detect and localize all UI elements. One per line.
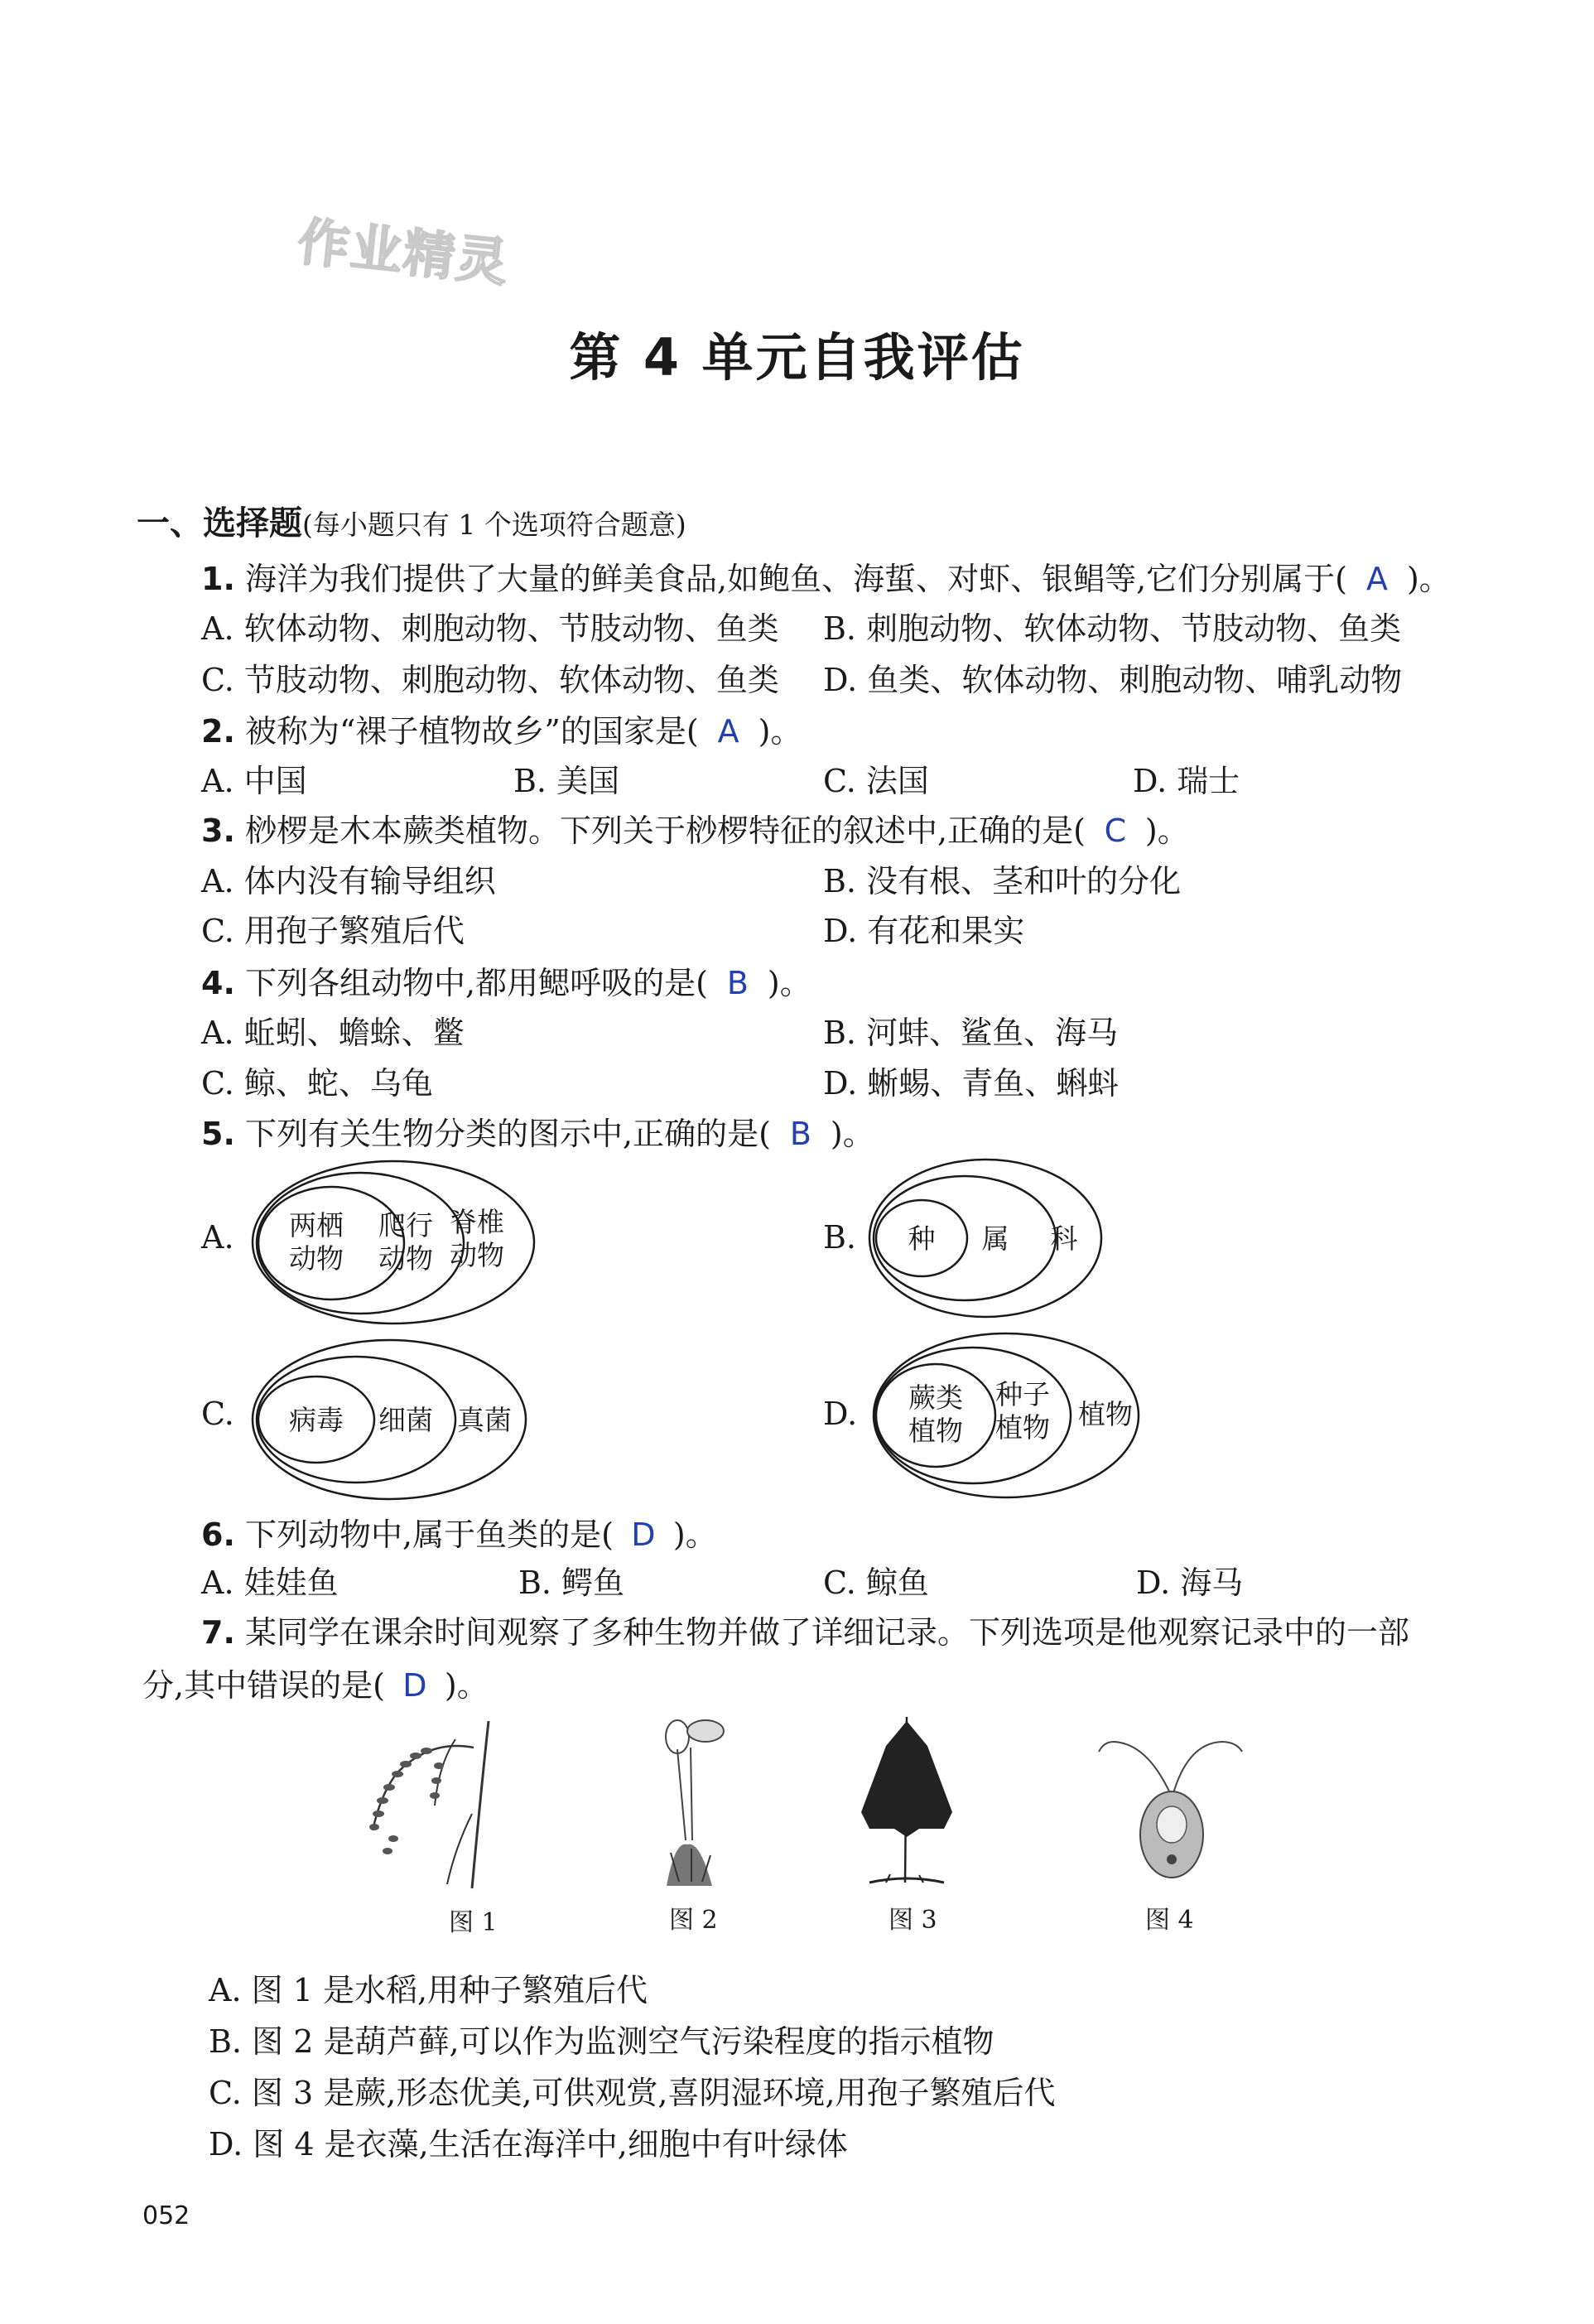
q1-option-b: B. 刺胞动物、软体动物、节肢动物、鱼类: [823, 610, 1402, 647]
question-7-line-2: 分,其中错误的是( D )。: [142, 1667, 489, 1704]
answer-3: C: [1104, 812, 1127, 849]
figure-1-label: 图 1: [449, 1908, 498, 1937]
q7-option-c: C. 图 3 是蕨,形态优美,可供观赏,喜阴湿环境,用孢子繁殖后代: [209, 2075, 1056, 2111]
question-7: [201, 1607, 1409, 1652]
q3-option-c: C. 用孢子繁殖后代: [201, 913, 465, 949]
q3-option-d: D. 有花和果实: [823, 913, 1025, 949]
inner-label: 病毒: [289, 1404, 344, 1436]
q4-option-a: A. 蚯蚓、蟾蜍、鳖: [201, 1015, 465, 1051]
question-number: 6.: [201, 1516, 235, 1553]
inner-label-1: 两栖: [289, 1209, 344, 1242]
outer-label: 科: [1050, 1222, 1078, 1255]
question-text: 海洋为我们提供了大量的鲜美食品,如鲍鱼、海蜇、对虾、银鲳等,它们分别属于(: [244, 561, 1347, 597]
outer-label: 植物: [1078, 1398, 1133, 1430]
middle-label-1: 爬行: [378, 1209, 433, 1242]
q2-option-d: D. 瑞士: [1133, 763, 1240, 799]
middle-label: 属: [981, 1222, 1009, 1255]
question-text: 桫椤是木本蕨类植物。下列关于桫椤特征的叙述中,正确的是(: [244, 812, 1086, 849]
section-heading-text: 一、选择题: [137, 504, 302, 542]
watermark-logo: 作业精灵: [295, 210, 513, 294]
question-number: 1.: [201, 561, 235, 597]
q7-option-a: A. 图 1 是水稻,用种子繁殖后代: [209, 1972, 648, 2008]
question-text: 下列各组动物中,都用鳃呼吸的是(: [244, 965, 708, 1001]
question-3: 3. 桫椤是木本蕨类植物。下列关于桫椤特征的叙述中,正确的是( C )。: [201, 812, 1189, 849]
question-6: 6. 下列动物中,属于鱼类的是( D )。: [201, 1516, 717, 1553]
figure-3-label: 图 3: [888, 1906, 937, 1935]
question-4: 4. 下列各组动物中,都用鳃呼吸的是( B )。: [201, 965, 811, 1001]
figure-2-label: 图 2: [669, 1906, 718, 1935]
q1-option-d: D. 鱼类、软体动物、刺胞动物、哺乳动物: [823, 662, 1403, 698]
question-5: 5. 下列有关生物分类的图示中,正确的是( B )。: [201, 1116, 874, 1152]
question-text: 某同学在课余时间观察了多种生物并做了详细记录。下列选项是他观察记录中的一部: [244, 1614, 1409, 1651]
answer-5: B: [789, 1116, 811, 1152]
q6-option-a: A. 娃娃鱼: [201, 1565, 339, 1601]
figure-4-label: 图 4: [1145, 1906, 1194, 1935]
q5-diagram-a-label: A.: [201, 1219, 234, 1256]
q6-option-b: B. 鳄鱼: [518, 1565, 625, 1601]
q5-diagram-b-label: B.: [823, 1219, 857, 1256]
q4-option-d: D. 蜥蜴、青鱼、蝌蚪: [823, 1065, 1120, 1102]
answer-4: B: [726, 965, 749, 1001]
question-number: 4.: [201, 965, 235, 1001]
answer-1: A: [1365, 561, 1388, 597]
answer-6: D: [631, 1516, 656, 1553]
outer-label: 真菌: [457, 1404, 512, 1436]
q7-option-b: B. 图 2 是葫芦藓,可以作为监测空气污染程度的指示植物: [209, 2023, 994, 2060]
middle-ellipse: [874, 1176, 1056, 1300]
q6-option-c: C. 鲸鱼: [823, 1565, 929, 1601]
question-number: 2.: [201, 713, 235, 750]
question-text: 被称为“裸子植物故乡”的国家是(: [244, 713, 699, 750]
middle-label-2: 动物: [378, 1242, 433, 1275]
middle-label-2: 植物: [995, 1411, 1050, 1444]
middle-label: 细菌: [378, 1404, 433, 1436]
question-number: 7.: [201, 1614, 235, 1651]
inner-label-2: 动物: [289, 1242, 344, 1275]
q3-option-b: B. 没有根、茎和叶的分化: [823, 863, 1182, 899]
inner-label: 种: [908, 1222, 936, 1255]
q5-diagram-d: [869, 1329, 1147, 1503]
middle-label-1: 种子: [995, 1378, 1050, 1410]
q1-option-a: A. 软体动物、刺胞动物、节肢动物、鱼类: [201, 610, 779, 647]
outer-label-1: 脊椎: [450, 1206, 504, 1238]
q5-diagram-c-label: C.: [201, 1396, 234, 1432]
question-number: 3.: [201, 812, 235, 849]
outer-label-2: 动物: [450, 1239, 504, 1271]
answer-7: D: [402, 1667, 427, 1704]
inner-label-2: 植物: [908, 1415, 963, 1447]
fern-illustration: [853, 1713, 961, 1891]
q3-option-a: A. 体内没有输导组织: [201, 863, 496, 899]
section-heading: [137, 497, 686, 544]
section-note: (每小题只有 1 个选项符合题意): [302, 509, 686, 541]
chlamydomonas-illustration: [1097, 1727, 1246, 1892]
question-number: 5.: [201, 1116, 235, 1152]
q1-option-c: C. 节肢动物、刺胞动物、软体动物、鱼类: [201, 662, 779, 698]
q2-option-c: C. 法国: [823, 763, 929, 799]
rice-plant-illustration: [356, 1714, 501, 1892]
page-number: 052: [142, 2201, 190, 2230]
answer-2: A: [717, 713, 739, 750]
q2-option-b: B. 美国: [513, 763, 620, 799]
question-2: 2. 被称为“裸子植物故乡”的国家是( A )。: [201, 713, 802, 750]
q4-option-b: B. 河蚌、鲨鱼、海马: [823, 1015, 1119, 1051]
question-suffix: )。: [1406, 561, 1451, 597]
q2-option-a: A. 中国: [201, 763, 307, 799]
page-title: 第 4 单元自我评估: [569, 327, 1025, 388]
q4-option-c: C. 鲸、蛇、乌龟: [201, 1065, 433, 1102]
q6-option-d: D. 海马: [1136, 1565, 1244, 1601]
q5-diagram-a: [248, 1155, 547, 1329]
question-text: 下列有关生物分类的图示中,正确的是(: [244, 1116, 771, 1152]
inner-label-1: 蕨类: [908, 1381, 963, 1414]
question-1: [201, 553, 1451, 599]
q7-option-d: D. 图 4 是衣藻,生活在海洋中,细胞中有叶绿体: [209, 2126, 848, 2162]
q5-diagram-b: [865, 1155, 1105, 1321]
q5-diagram-d-label: D.: [823, 1396, 858, 1432]
q5-diagram-c: [248, 1335, 534, 1505]
question-text: 下列动物中,属于鱼类的是(: [244, 1516, 614, 1553]
moss-illustration: [654, 1716, 737, 1890]
